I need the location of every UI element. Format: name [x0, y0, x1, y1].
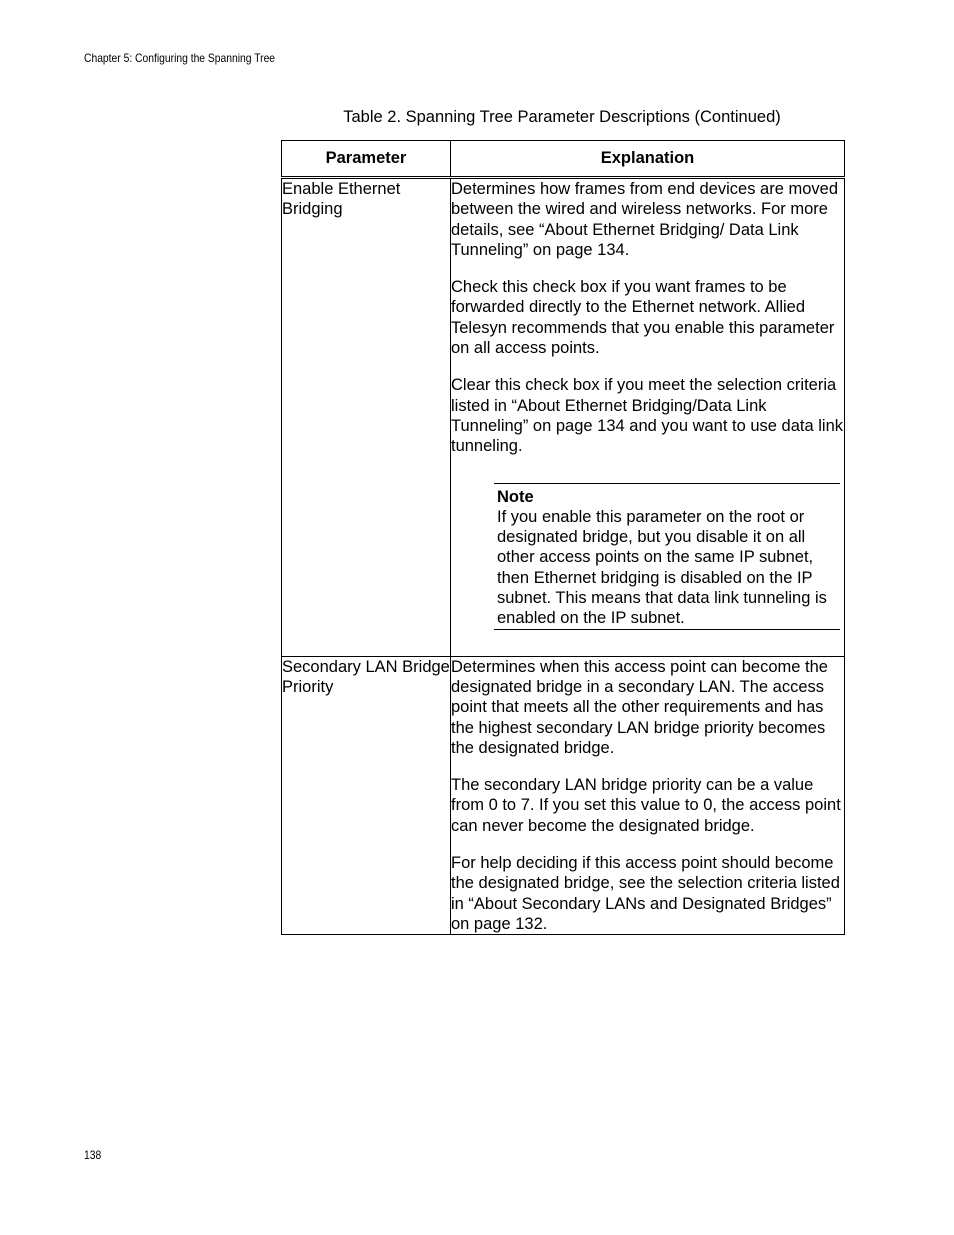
table-header-row — [282, 141, 845, 178]
explanation-cell — [451, 656, 845, 935]
explanation-paragraph: Check this check box if you want frames to be forwarded directly to the Ethernet network. Allied Telesyn recommends that you enable this parameter on all access points. — [451, 278, 835, 358]
explanation-paragraph: Determines how frames from end devices are moved between the wired and wireless networks. For more details, see “About Ethernet Bridging/ Data Link Tunneling” on page 134. — [451, 180, 838, 259]
table-row — [282, 656, 845, 935]
explanation-paragraph: Determines when this access point can become the designated bridge in a secondary LAN. The access point that meets all the other requirements and has the highest secondary LAN bridge priority becomes the designated bridge. — [451, 657, 828, 757]
column-header-parameter: Parameter — [282, 141, 451, 178]
table-row — [282, 178, 845, 657]
running-header: Chapter 5: Configuring the Spanning Tree — [84, 51, 276, 65]
note-box — [494, 483, 840, 630]
note-title: Note — [497, 487, 534, 506]
explanation-paragraph: For help deciding if this access point should become the designated bridge, see the selection criteria listed in “About Secondary LANs and Designated Bridges” on page 132. — [451, 854, 840, 933]
explanation-cell — [451, 178, 845, 657]
parameter-table — [281, 140, 845, 935]
note-text: If you enable this parameter on the root or designated bridge, but you disable it on all other access points on the same IP subnet, then Ethernet bridging is disabled on the IP subnet. This means that data link tunneling is enabled on the IP subnet. — [497, 507, 827, 628]
parameter-cell: Secondary LAN Bridge Priority — [282, 656, 451, 935]
column-header-explanation: Explanation — [451, 141, 845, 178]
explanation-paragraph: The secondary LAN bridge priority can be a value from 0 to 7. If you set this value to 0, the access point can never become the designated bridge. — [451, 776, 841, 835]
table-caption: Table 2. Spanning Tree Parameter Descriptions (Continued) — [343, 108, 781, 126]
parameter-cell: Enable Ethernet Bridging — [282, 178, 451, 657]
page-number: 138 — [84, 1148, 102, 1162]
explanation-paragraph: Clear this check box if you meet the selection criteria listed in “About Ethernet Bridging/Data Link Tunneling” on page 134 and you want to use data link tunneling. — [451, 376, 844, 456]
